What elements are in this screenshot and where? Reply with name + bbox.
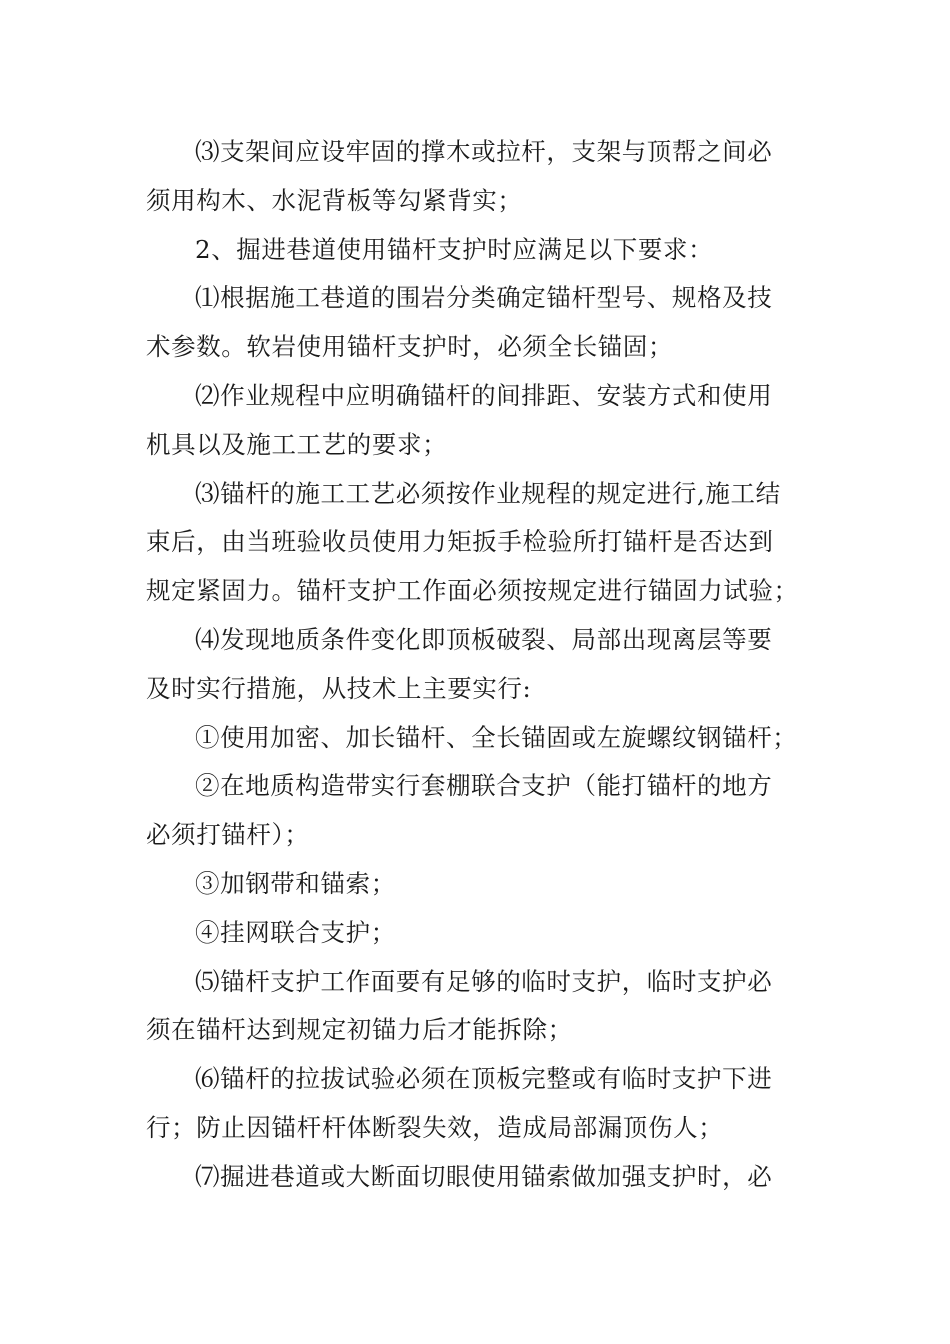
text-line: 及时实行措施，从技术上主要实行: [146,673,532,703]
body-text [146,128,808,1202]
text-line: 束后，由当班验收员使用力矩扳手检验所打锚杆是否达到 [146,527,774,557]
list-item: ④挂网联合支护； [195,917,396,947]
text-line: 必须打锚杆）； [146,820,310,850]
list-item: ①使用加密、加长锚杆、全长锚固或左旋螺纹钢锚杆； [195,722,798,752]
text-line: 行；防止因锚杆杆体断裂失效，造成局部漏顶伤人； [146,1112,724,1142]
text-line: 须在锚杆达到规定初锚力后才能拆除； [146,1015,573,1045]
list-item: ③加钢带和锚索； [195,868,396,898]
text-line: ⑵作业规程中应明确锚杆的间排距、安装方式和使用 [195,380,773,410]
text-line: ⑷发现地质条件变化即顶板破裂、局部出现离层等要 [195,624,773,654]
text-line: 须用构木、水泥背板等勾紧背实； [146,185,523,215]
text-line: ⑶支架间应设牢固的撑木或拉杆，支架与顶帮之间必 [195,137,773,166]
text-line: ⑴根据施工巷道的围岩分类确定锚杆型号、规格及技 [195,283,773,313]
list-item: ②在地质构造带实行套棚联合支护（能打锚杆的地方 [195,771,773,801]
section-heading: 2、掘进巷道使用锚杆支护时应满足以下要求： [195,234,714,264]
text-line: ⑸锚杆支护工作面要有足够的临时支护，临时支护必 [195,966,773,996]
text-line: 规定紧固力。锚杆支护工作面必须按规定进行锚固力试验； [146,576,799,606]
text-line: ⑹锚杆的拉拔试验必须在顶板完整或有临时支护下进 [195,1064,773,1094]
text-line: 术参数。软岩使用锚杆支护时，必须全长锚固； [146,332,674,362]
text-line: ⑶锚杆的施工工艺必须按作业规程的规定进行,施工结 [195,478,781,508]
text-line: 机具以及施工工艺的要求； [146,429,448,459]
text-line: ⑺掘进巷道或大断面切眼使用锚索做加强支护时，必 [195,1161,773,1191]
